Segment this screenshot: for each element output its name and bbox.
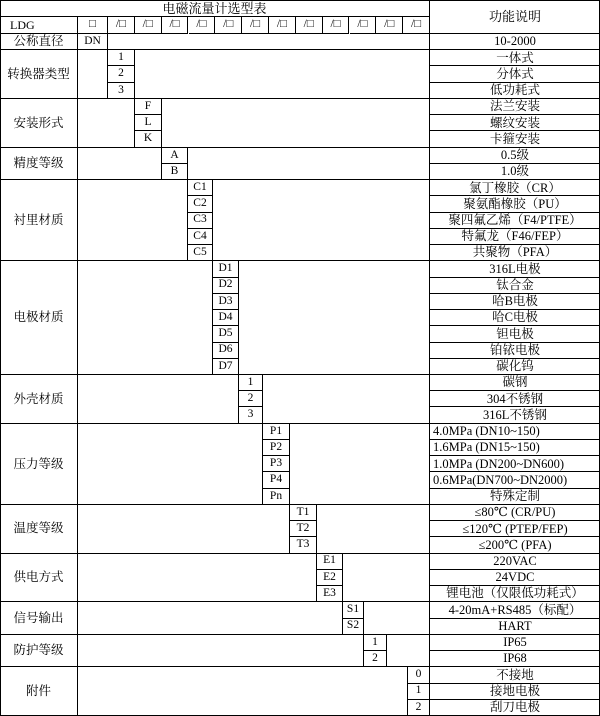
code-cell: P3 <box>263 456 290 472</box>
group-label: 压力等级 <box>0 424 78 505</box>
code-cell: P1 <box>263 424 290 440</box>
function-cell: 哈C电极 <box>430 310 600 326</box>
function-cell: 共聚物（PFA） <box>430 245 600 261</box>
function-cell: 特氟龙（F46/FEP） <box>430 229 600 245</box>
code-slot: /□ <box>135 17 162 34</box>
code-slot: /□ <box>162 17 189 34</box>
code-cell: 3 <box>108 83 135 99</box>
lead-spacer <box>78 375 239 424</box>
code-cell: D1 <box>213 261 239 277</box>
function-cell: 低功耗式 <box>430 83 600 99</box>
code-cell: 0 <box>408 667 430 683</box>
function-cell: 氯丁橡胶（CR） <box>430 180 600 196</box>
lead-spacer <box>78 505 290 554</box>
code-cell: D3 <box>213 294 239 310</box>
group-label: 精度等级 <box>0 148 78 180</box>
lead-spacer <box>78 261 213 375</box>
table-title: 电磁流量计选型表 <box>0 0 430 17</box>
code-cell: DN <box>78 34 108 50</box>
function-cell: 316L不锈钢 <box>430 407 600 423</box>
lead-spacer <box>78 635 364 667</box>
code-slot: /□ <box>403 17 430 34</box>
group-label: 外壳材质 <box>0 375 78 424</box>
code-cell: C5 <box>188 245 213 261</box>
code-cell: T3 <box>290 537 317 553</box>
code-cell: D2 <box>213 278 239 294</box>
function-cell: 接地电极 <box>430 684 600 700</box>
code-slot: /□ <box>296 17 323 34</box>
trail-spacer <box>364 602 430 634</box>
function-cell: IP65 <box>430 635 600 651</box>
function-cell: 锂电池（仅限低功耗式） <box>430 586 600 602</box>
function-cell: 铂铱电极 <box>430 343 600 359</box>
function-cell: 316L电极 <box>430 261 600 277</box>
trail-spacer <box>162 99 430 148</box>
function-cell: 螺纹安装 <box>430 115 600 131</box>
function-cell: HART <box>430 619 600 635</box>
group-label: 转换器类型 <box>0 50 78 99</box>
function-cell: 哈B电极 <box>430 294 600 310</box>
lead-spacer <box>78 667 408 716</box>
code-cell: 2 <box>239 391 263 407</box>
trail-spacer <box>213 180 430 261</box>
function-cell: 聚氨酯橡胶（PU） <box>430 196 600 212</box>
trail-spacer <box>263 375 430 424</box>
trail-spacer <box>108 34 430 50</box>
function-cell: 一体式 <box>430 50 600 66</box>
function-cell: 24VDC <box>430 570 600 586</box>
code-cell: C1 <box>188 180 213 196</box>
model-prefix: LDG <box>0 17 78 34</box>
lead-spacer <box>78 602 343 634</box>
function-cell: 0.5级 <box>430 148 600 164</box>
code-cell: D7 <box>213 359 239 375</box>
code-slot: /□ <box>242 17 269 34</box>
function-cell: 304不锈钢 <box>430 391 600 407</box>
code-cell: D6 <box>213 343 239 359</box>
function-cell: 4.0MPa (DN10~150) <box>430 424 600 440</box>
model-box-symbol: □ <box>78 17 108 34</box>
function-cell: 10-2000 <box>430 34 600 50</box>
function-cell: 分体式 <box>430 66 600 82</box>
code-slot: /□ <box>189 17 216 34</box>
function-column-header: 功能说明 <box>430 0 600 34</box>
code-cell: L <box>135 115 162 131</box>
code-cell: A <box>162 148 188 164</box>
code-cell: 1 <box>364 635 387 651</box>
code-cell: 3 <box>239 407 263 423</box>
trail-spacer <box>188 148 430 180</box>
code-cell: 1 <box>408 684 430 700</box>
lead-spacer <box>78 554 317 603</box>
function-cell: 特殊定制 <box>430 489 600 505</box>
function-cell: 不接地 <box>430 667 600 683</box>
function-cell: 钛合金 <box>430 278 600 294</box>
code-cell: 2 <box>408 700 430 716</box>
group-label: 电极材质 <box>0 261 78 375</box>
code-cell: T1 <box>290 505 317 521</box>
trail-spacer <box>290 424 430 505</box>
function-cell: 卡箍安装 <box>430 131 600 147</box>
function-cell: 1.0级 <box>430 164 600 180</box>
function-cell: ≤120℃ (PTEP/FEP) <box>430 521 600 537</box>
function-cell: ≤80℃ (CR/PU) <box>430 505 600 521</box>
code-slot: /□ <box>108 17 135 34</box>
lead-spacer <box>78 148 162 180</box>
lead-spacer <box>78 50 108 99</box>
group-label: 防护等级 <box>0 635 78 667</box>
trail-spacer <box>239 261 430 375</box>
group-label: 供电方式 <box>0 554 78 603</box>
function-cell: 4-20mA+RS485（标配） <box>430 602 600 618</box>
function-cell: 碳钢 <box>430 375 600 391</box>
function-cell: 聚四氟乙烯（F4/PTFE） <box>430 213 600 229</box>
function-cell: ≤200℃ (PFA) <box>430 537 600 553</box>
code-cell: C4 <box>188 229 213 245</box>
code-slot: /□ <box>350 17 377 34</box>
code-cell: 1 <box>108 50 135 66</box>
function-cell: 钽电极 <box>430 326 600 342</box>
group-label: 信号输出 <box>0 602 78 634</box>
group-label: 安装形式 <box>0 99 78 148</box>
code-cell: S2 <box>343 619 364 635</box>
code-slot: /□ <box>215 17 242 34</box>
code-cell: S1 <box>343 602 364 618</box>
function-cell: 1.6MPa (DN15~150) <box>430 440 600 456</box>
group-label: 衬里材质 <box>0 180 78 261</box>
function-cell: 220VAC <box>430 554 600 570</box>
function-cell: 刮刀电极 <box>430 700 600 716</box>
function-cell: IP68 <box>430 651 600 667</box>
lead-spacer <box>78 180 188 261</box>
code-slot: /□ <box>323 17 350 34</box>
trail-spacer <box>343 554 430 603</box>
code-cell: C2 <box>188 196 213 212</box>
code-cell: 2 <box>364 651 387 667</box>
code-cell: E3 <box>317 586 343 602</box>
group-label: 附件 <box>0 667 78 716</box>
function-cell: 1.0MPa (DN200~DN600) <box>430 456 600 472</box>
trail-spacer <box>317 505 430 554</box>
lead-spacer <box>78 99 135 148</box>
code-cell: C3 <box>188 213 213 229</box>
code-cell: D5 <box>213 326 239 342</box>
group-label: 公称直径 <box>0 34 78 50</box>
code-cell: D4 <box>213 310 239 326</box>
lead-spacer <box>78 424 263 505</box>
code-cell: E1 <box>317 554 343 570</box>
code-slot: /□ <box>376 17 403 34</box>
code-cell: Pn <box>263 489 290 505</box>
code-cell: 1 <box>239 375 263 391</box>
code-cell: K <box>135 131 162 147</box>
trail-spacer <box>135 50 430 99</box>
function-cell: 碳化钨 <box>430 359 600 375</box>
code-cell: 2 <box>108 66 135 82</box>
code-cell: T2 <box>290 521 317 537</box>
code-slot: /□ <box>269 17 296 34</box>
code-cell: B <box>162 164 188 180</box>
group-label: 温度等级 <box>0 505 78 554</box>
function-cell: 法兰安装 <box>430 99 600 115</box>
code-cell: P4 <box>263 472 290 488</box>
function-cell: 0.6MPa(DN700~DN2000) <box>430 472 600 488</box>
code-cell: F <box>135 99 162 115</box>
code-cell: P2 <box>263 440 290 456</box>
code-cell: E2 <box>317 570 343 586</box>
trail-spacer <box>387 635 430 667</box>
